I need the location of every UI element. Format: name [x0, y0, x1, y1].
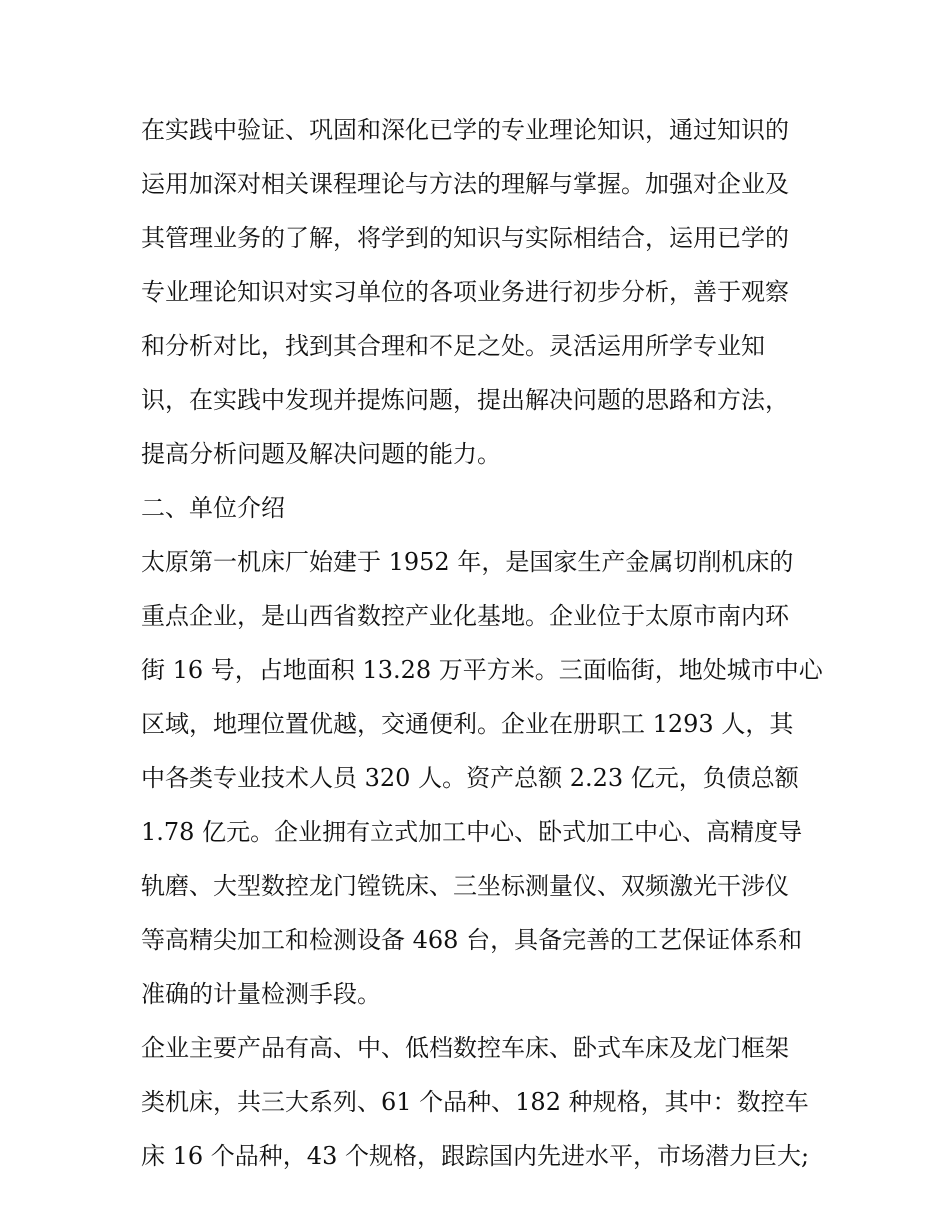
text-line: 运用加深对相关课程理论与方法的理解与掌握。加强对企业及 — [141, 170, 789, 198]
text-line: 等高精尖加工和检测设备 468 台，具备完善的工艺保证体系和 — [141, 926, 803, 954]
text-line: 在实践中验证、巩固和深化已学的专业理论知识，通过知识的 — [141, 116, 789, 144]
text-line: 中各类专业技术人员 320 人。资产总额 2.23 亿元，负债总额 — [141, 764, 799, 792]
text-line: 1.78 亿元。企业拥有立式加工中心、卧式加工中心、高精度导 — [141, 818, 803, 846]
text-line: 和分析对比，找到其合理和不足之处。灵活运用所学专业知 — [141, 332, 765, 360]
text-line: 识，在实践中发现并提炼问题，提出解决问题的思路和方法， — [141, 386, 789, 414]
text-line: 企业主要产品有高、中、低档数控车床、卧式车床及龙门框架 — [141, 1034, 789, 1062]
text-line: 轨磨、大型数控龙门镗铣床、三坐标测量仪、双频激光干涉仪 — [141, 872, 789, 900]
text-line: 类机床，共三大系列、61 个品种、182 种规格，其中：数控车 — [141, 1088, 809, 1116]
section-heading-unit-intro — [141, 481, 813, 535]
paragraph-company-overview — [141, 535, 823, 1021]
document-body — [141, 103, 823, 1183]
text-line: 准确的计量检测手段。 — [141, 980, 381, 1008]
text-line: 街 16 号，占地面积 13.28 万平方米。三面临街，地处城市中心 — [141, 656, 823, 684]
text-line: 床 16 个品种，43 个规格，跟踪国内先进水平，市场潜力巨大; — [141, 1142, 810, 1170]
paragraph-main-products — [141, 1021, 813, 1183]
text-line: 重点企业，是山西省数控产业化基地。企业位于太原市南内环 — [141, 602, 789, 630]
paragraph-internship-purpose — [141, 103, 813, 481]
text-line: 提高分析问题及解决问题的能力。 — [141, 440, 501, 468]
text-line: 专业理论知识对实习单位的各项业务进行初步分析，善于观察 — [141, 278, 789, 306]
text-line: 太原第一机床厂始建于 1952 年，是国家生产金属切削机床的 — [141, 548, 794, 576]
text-line: 区域，地理位置优越，交通便利。企业在册职工 1293 人，其 — [141, 710, 794, 738]
text-line: 其管理业务的了解，将学到的知识与实际相结合，运用已学的 — [141, 224, 789, 252]
section-heading: 二、单位介绍 — [141, 494, 285, 522]
